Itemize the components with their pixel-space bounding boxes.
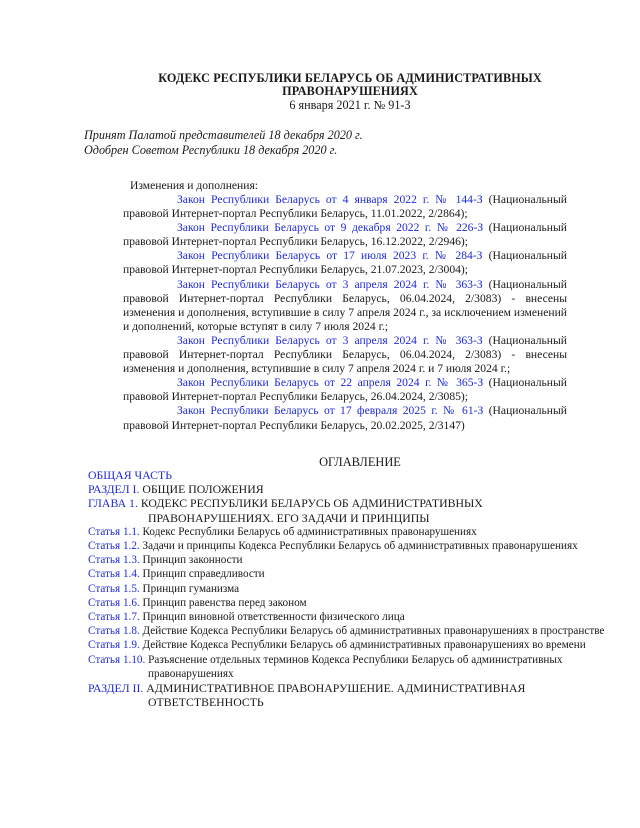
toc-item	[88, 582, 608, 596]
amendment-source: (Национальный правовой Интернет-портал Республики Беларусь, 06.04.2024, 2/3083) - внесены изменения и дополнения, вступившие в силу 7 апреля 2024 г. и 7 июля 2024 г.;	[123, 333, 567, 376]
toc-link[interactable]: Статья 1.6.	[88, 596, 140, 609]
toc-link[interactable]: Статья 1.9.	[88, 639, 140, 652]
amendments-list	[123, 193, 567, 433]
approved-line: Одобрен Советом Республики 18 декабря 2020 г.	[84, 143, 338, 157]
toc-link[interactable]: Статья 1.10.	[88, 653, 146, 666]
toc-link[interactable]: Статья 1.8.	[88, 625, 140, 638]
table-of-contents	[88, 468, 608, 709]
toc-link[interactable]: Статья 1.2.	[88, 540, 140, 553]
adoption-info	[84, 128, 363, 158]
amendment-link[interactable]: Закон Республики Беларусь от 17 февраля 2025 г. № 61-З	[177, 404, 484, 418]
toc-text: Задачи и принципы Кодекса Республики Беларусь об административных правонарушениях	[139, 540, 578, 553]
amendment-link[interactable]: Закон Республики Беларусь от 3 апреля 2024 г. № 363-З	[177, 333, 483, 347]
toc-link[interactable]: РАЗДЕЛ I.	[88, 482, 140, 497]
toc-item	[88, 624, 608, 638]
toc-link[interactable]: Статья 1.7.	[88, 611, 140, 624]
amendment-source: (Национальный правовой Интернет-портал Республики Беларусь, 06.04.2024, 2/3083) - внесены изменения и дополнения, вступившие в силу 7 апреля 2024 г., за исключением изменений и дополнений, которые вступят в силу 7 июля 2024 г.;	[123, 277, 567, 333]
title-line-2: ПРАВОНАРУШЕНИЯХ	[282, 84, 418, 98]
toc-text: Принцип виновной ответственности физического лица	[139, 611, 405, 624]
amendment-source: (Национальный правовой Интернет-портал Республики Беларусь, 16.12.2022, 2/2946);	[123, 221, 567, 249]
toc-item	[88, 553, 608, 567]
amendment-source: (Национальный правовой Интернет-портал Республики Беларусь, 21.07.2023, 2/3004);	[123, 249, 567, 277]
document-date: 6 января 2021 г. № 91-З	[289, 98, 411, 112]
toc-text: КОДЕКС РЕСПУБЛИКИ БЕЛАРУСЬ ОБ АДМИНИСТРАТИВНЫХ ПРАВОНАРУШЕНИЯХ. ЕГО ЗАДАЧИ И ПРИНЦИПЫ	[137, 496, 483, 525]
toc-text: Действие Кодекса Республики Беларусь об административных правонарушениях в пространстве	[139, 625, 605, 638]
amendment-item	[123, 278, 567, 334]
toc-text: Принцип равенства перед законом	[139, 596, 307, 609]
toc-item	[88, 638, 608, 652]
toc-link[interactable]: Статья 1.3.	[88, 554, 140, 567]
toc-item	[88, 468, 608, 482]
toc-text: АДМИНИСТРАТИВНОЕ ПРАВОНАРУШЕНИЕ. АДМИНИСТРАТИВНАЯ ОТВЕТСТВЕННОСТЬ	[143, 681, 526, 710]
toc-item	[88, 596, 608, 610]
toc-title: ОГЛАВЛЕНИЕ	[319, 455, 401, 469]
amendment-link[interactable]: Закон Республики Беларусь от 3 апреля 2024 г. № 363-З	[177, 277, 483, 291]
toc-item	[88, 482, 608, 496]
title-line-1: КОДЕКС РЕСПУБЛИКИ БЕЛАРУСЬ ОБ АДМИНИСТРАТИВНЫХ	[158, 71, 542, 85]
toc-link[interactable]: РАЗДЕЛ II.	[88, 681, 144, 696]
amendment-item	[123, 334, 567, 376]
toc-text: Принцип гуманизма	[139, 582, 240, 595]
toc-text: ОБЩИЕ ПОЛОЖЕНИЯ	[139, 482, 264, 497]
toc-link[interactable]: Статья 1.5.	[88, 582, 140, 595]
amendment-link[interactable]: Закон Республики Беларусь от 4 января 2022 г. № 144-З	[177, 193, 483, 206]
amendment-item	[123, 221, 567, 249]
amendment-item	[123, 404, 567, 432]
amendment-item	[123, 376, 567, 404]
toc-link[interactable]: Статья 1.4.	[88, 568, 140, 581]
amendment-link[interactable]: Закон Республики Беларусь от 17 июля 2023 г. № 284-З	[177, 249, 483, 263]
toc-link[interactable]: Статья 1.1.	[88, 525, 140, 538]
toc-item	[88, 496, 608, 524]
toc-text: Разъяснение отдельных терминов Кодекса Республики Беларусь об административных правонарушениях	[145, 653, 563, 680]
amendment-link[interactable]: Закон Республики Беларусь от 22 апреля 2024 г. № 365-З	[177, 376, 484, 390]
amendment-source: (Национальный правовой Интернет-портал Республики Беларусь, 20.02.2025, 2/3147)	[123, 404, 568, 432]
toc-item	[88, 525, 608, 539]
toc-text: Кодекс Республики Беларусь об административных правонарушениях	[139, 525, 477, 538]
amendment-item	[123, 193, 567, 221]
amendment-source: (Национальный правовой Интернет-портал Республики Беларусь, 26.04.2024, 2/3085);	[123, 376, 567, 404]
amendment-source: (Национальный правовой Интернет-портал Республики Беларусь, 11.01.2022, 2/2864);	[123, 193, 567, 221]
amendment-link[interactable]: Закон Республики Беларусь от 9 декабря 2022 г. № 226-З	[177, 221, 484, 235]
amendment-item	[123, 249, 567, 277]
toc-item	[88, 653, 608, 681]
toc-text: Принцип справедливости	[139, 568, 265, 581]
adopted-line: Принят Палатой представителей 18 декабря 2020 г.	[84, 128, 363, 142]
toc-item	[88, 681, 608, 709]
toc-text: Принцип законности	[139, 554, 243, 567]
toc-text: Действие Кодекса Республики Беларусь об административных правонарушениях во времени	[139, 639, 586, 652]
toc-item	[88, 539, 608, 553]
toc-link[interactable]: ГЛАВА 1.	[88, 496, 138, 511]
amendments-heading: Изменения и дополнения:	[130, 179, 259, 192]
toc-item	[88, 567, 608, 581]
document-title	[80, 72, 620, 98]
toc-item	[88, 610, 608, 624]
toc-link[interactable]: ОБЩАЯ ЧАСТЬ	[88, 468, 172, 482]
